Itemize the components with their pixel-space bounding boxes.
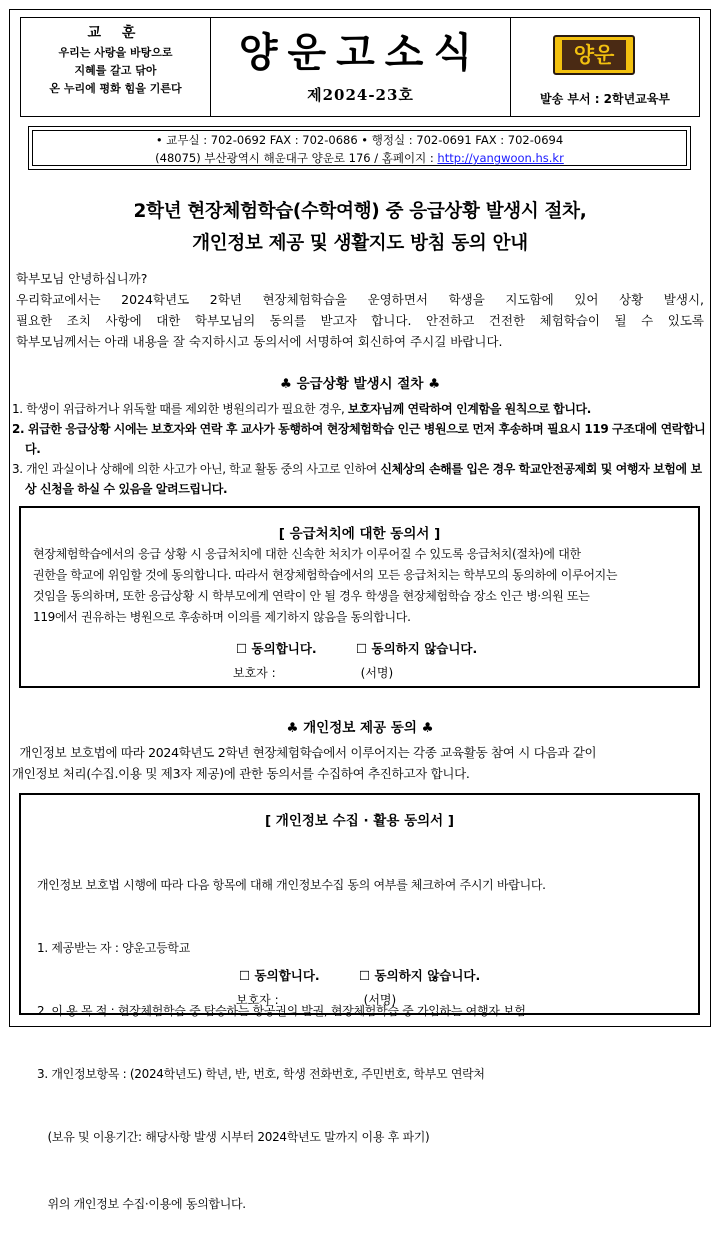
intro-line: 학부모님께서는 아래 내용을 잘 숙지하시고 동의서에 서명하여 회신하여 주시길 바랍니다. — [16, 334, 503, 349]
school-logo — [553, 35, 635, 75]
address-text: (48075) 부산광역시 해운대구 양운로 176 / 홈페이지 : — [155, 151, 438, 165]
logo-text: 양운 — [562, 40, 626, 70]
title-line: 2학년 현장체험학습(수학여행) 중 응급상황 발생시 절차, — [133, 201, 587, 222]
phone-fax-line: • 교무실 : 702-0692 FAX : 702-0686 • 행정실 : 702-0691 FAX : 702-0694 — [155, 133, 564, 147]
intro-paragraph — [16, 268, 704, 352]
disagree-checkbox[interactable]: ☐ 동의하지 않습니다. — [359, 968, 481, 983]
publisher-department: 발송 부서 : 2학년교육부 — [539, 92, 670, 106]
agree-checkbox[interactable]: ☐ 동의합니다. — [239, 968, 320, 983]
emergency-steps — [12, 399, 712, 499]
step-item: 1. 학생이 위급하거나 위독할 때를 제외한 병원의리가 필요한 경우, 보호자님께 연락하여 인계함을 원칙으로 합니다. — [12, 402, 591, 416]
title-line: 개인정보 제공 및 생활지도 방침 동의 안내 — [192, 233, 528, 254]
agree-checkbox[interactable]: ☐ 동의합니다. — [236, 641, 317, 656]
guardian-signature-line: 보호자 : (서명) — [236, 993, 397, 1007]
emergency-consent-form — [19, 506, 700, 688]
greeting: 학부모님 안녕하십니까? — [16, 271, 148, 286]
newsletter-name: 양운고소식 — [238, 29, 483, 76]
consent-text: 개인정보 보호법 시행에 따라 다음 항목에 대해 개인정보수집 동의 여부를 체크하여 주시기 바랍니다. 1. 제공받는 자 : 양운고등학교 2. 이 용 목 적 : 현장체험학습 중 탑승하는 항공권의 발권, 현장체험학습 중 가입하는 여행자 보험 3. 개인정보항목 : (2024학년도) 학년, 반, 번호, 학생 전화번호, 주민번호, 학부모 연락처 (보유 및 이용기간: 해당사항 발생 시부터 2024학년도 말까지 이용 후 파기) 위의 개인정보 수집·이용에 동의합니다. — [37, 878, 546, 1211]
homepage-link[interactable]: http://yangwoon.hs.kr — [437, 151, 564, 165]
consent-text: 현장체험학습에서의 응급 상황 시 응급처치에 대한 신속한 처치가 이루어질 수 있도록 응급처치(절차)에 대한 권한을 학교에 위임할 것에 동의합니다. 따라서 현장체험학습에서의 모든 응급처치는 학부모의 동의하에 이루어지는 것임을 동의하며, 또한 응급상황 시 학부모에게 연락이 안 될 경우 학생을 현장체험학습 장소 인근 병·의원 또는 119에서 권유하는 병원으로 후송하며 이의를 제기하지 않음을 동의합니다. — [33, 547, 618, 624]
emergency-heading: ♣ 응급상황 발생시 절차 ♣ — [279, 376, 441, 392]
intro-line: 필요한 조치 사항에 대한 학부모님의 동의를 받고자 합니다. 안전하고 건전한 체험학습이 될 수 있도록 — [16, 313, 704, 328]
step-item: 2. 위급한 응급상황 시에는 보호자와 연락 후 교사가 동행하여 현장체험학습 인근 병원으로 먼저 후송하며 필요시 119 구조대에 연락합니다. — [12, 422, 706, 456]
intro-line: 우리학교에서는 2024학년도 2학년 현장체험학습을 운영하면서 학생을 지도함에 있어 상황 발생시, — [16, 292, 704, 307]
step-item: 3. 개인 과실이나 상해에 의한 사고가 아닌, 학교 활동 중의 사고로 인하여 신체상의 손해를 입은 경우 학교안전공제회 및 여행자 보험에 보상 신청을 하실 수 있음을 알려드립니다. — [12, 462, 702, 496]
privacy-paragraph: 개인정보 보호법에 따라 2024학년도 2학년 현장체험학습에서 이루어지는 각종 교육활동 참여 시 다음과 같이 개인정보 처리(수집.이용 및 제3자 제공)에 관한 동의서를 수집하여 추진하고자 합니다. — [12, 745, 597, 781]
masthead — [211, 18, 511, 116]
school-motto — [21, 18, 211, 116]
disagree-checkbox[interactable]: ☐ 동의하지 않습니다. — [356, 641, 478, 656]
consent-title: [ 개인정보 수집 · 활용 동의서 ] — [264, 813, 455, 829]
motto-line: 지혜를 갈고 닦아 — [74, 64, 157, 77]
consent-title: [ 응급처치에 대한 동의서 ] — [278, 526, 441, 542]
privacy-consent-form — [19, 793, 700, 1211]
newsletter-header — [20, 17, 700, 117]
motto-line: 우리는 사랑을 바탕으로 — [58, 46, 173, 59]
issue-number: 제2024-23호 — [307, 86, 414, 104]
privacy-heading: ♣ 개인정보 제공 동의 ♣ — [286, 720, 434, 736]
contact-box — [28, 126, 691, 170]
motto-line: 온 누리에 평화 힘을 기른다 — [49, 82, 182, 95]
guardian-signature-line: 보호자 : (서명) — [233, 666, 394, 680]
publisher-block — [511, 18, 699, 116]
document-title — [0, 196, 720, 260]
motto-title: 교 훈 — [87, 25, 144, 41]
